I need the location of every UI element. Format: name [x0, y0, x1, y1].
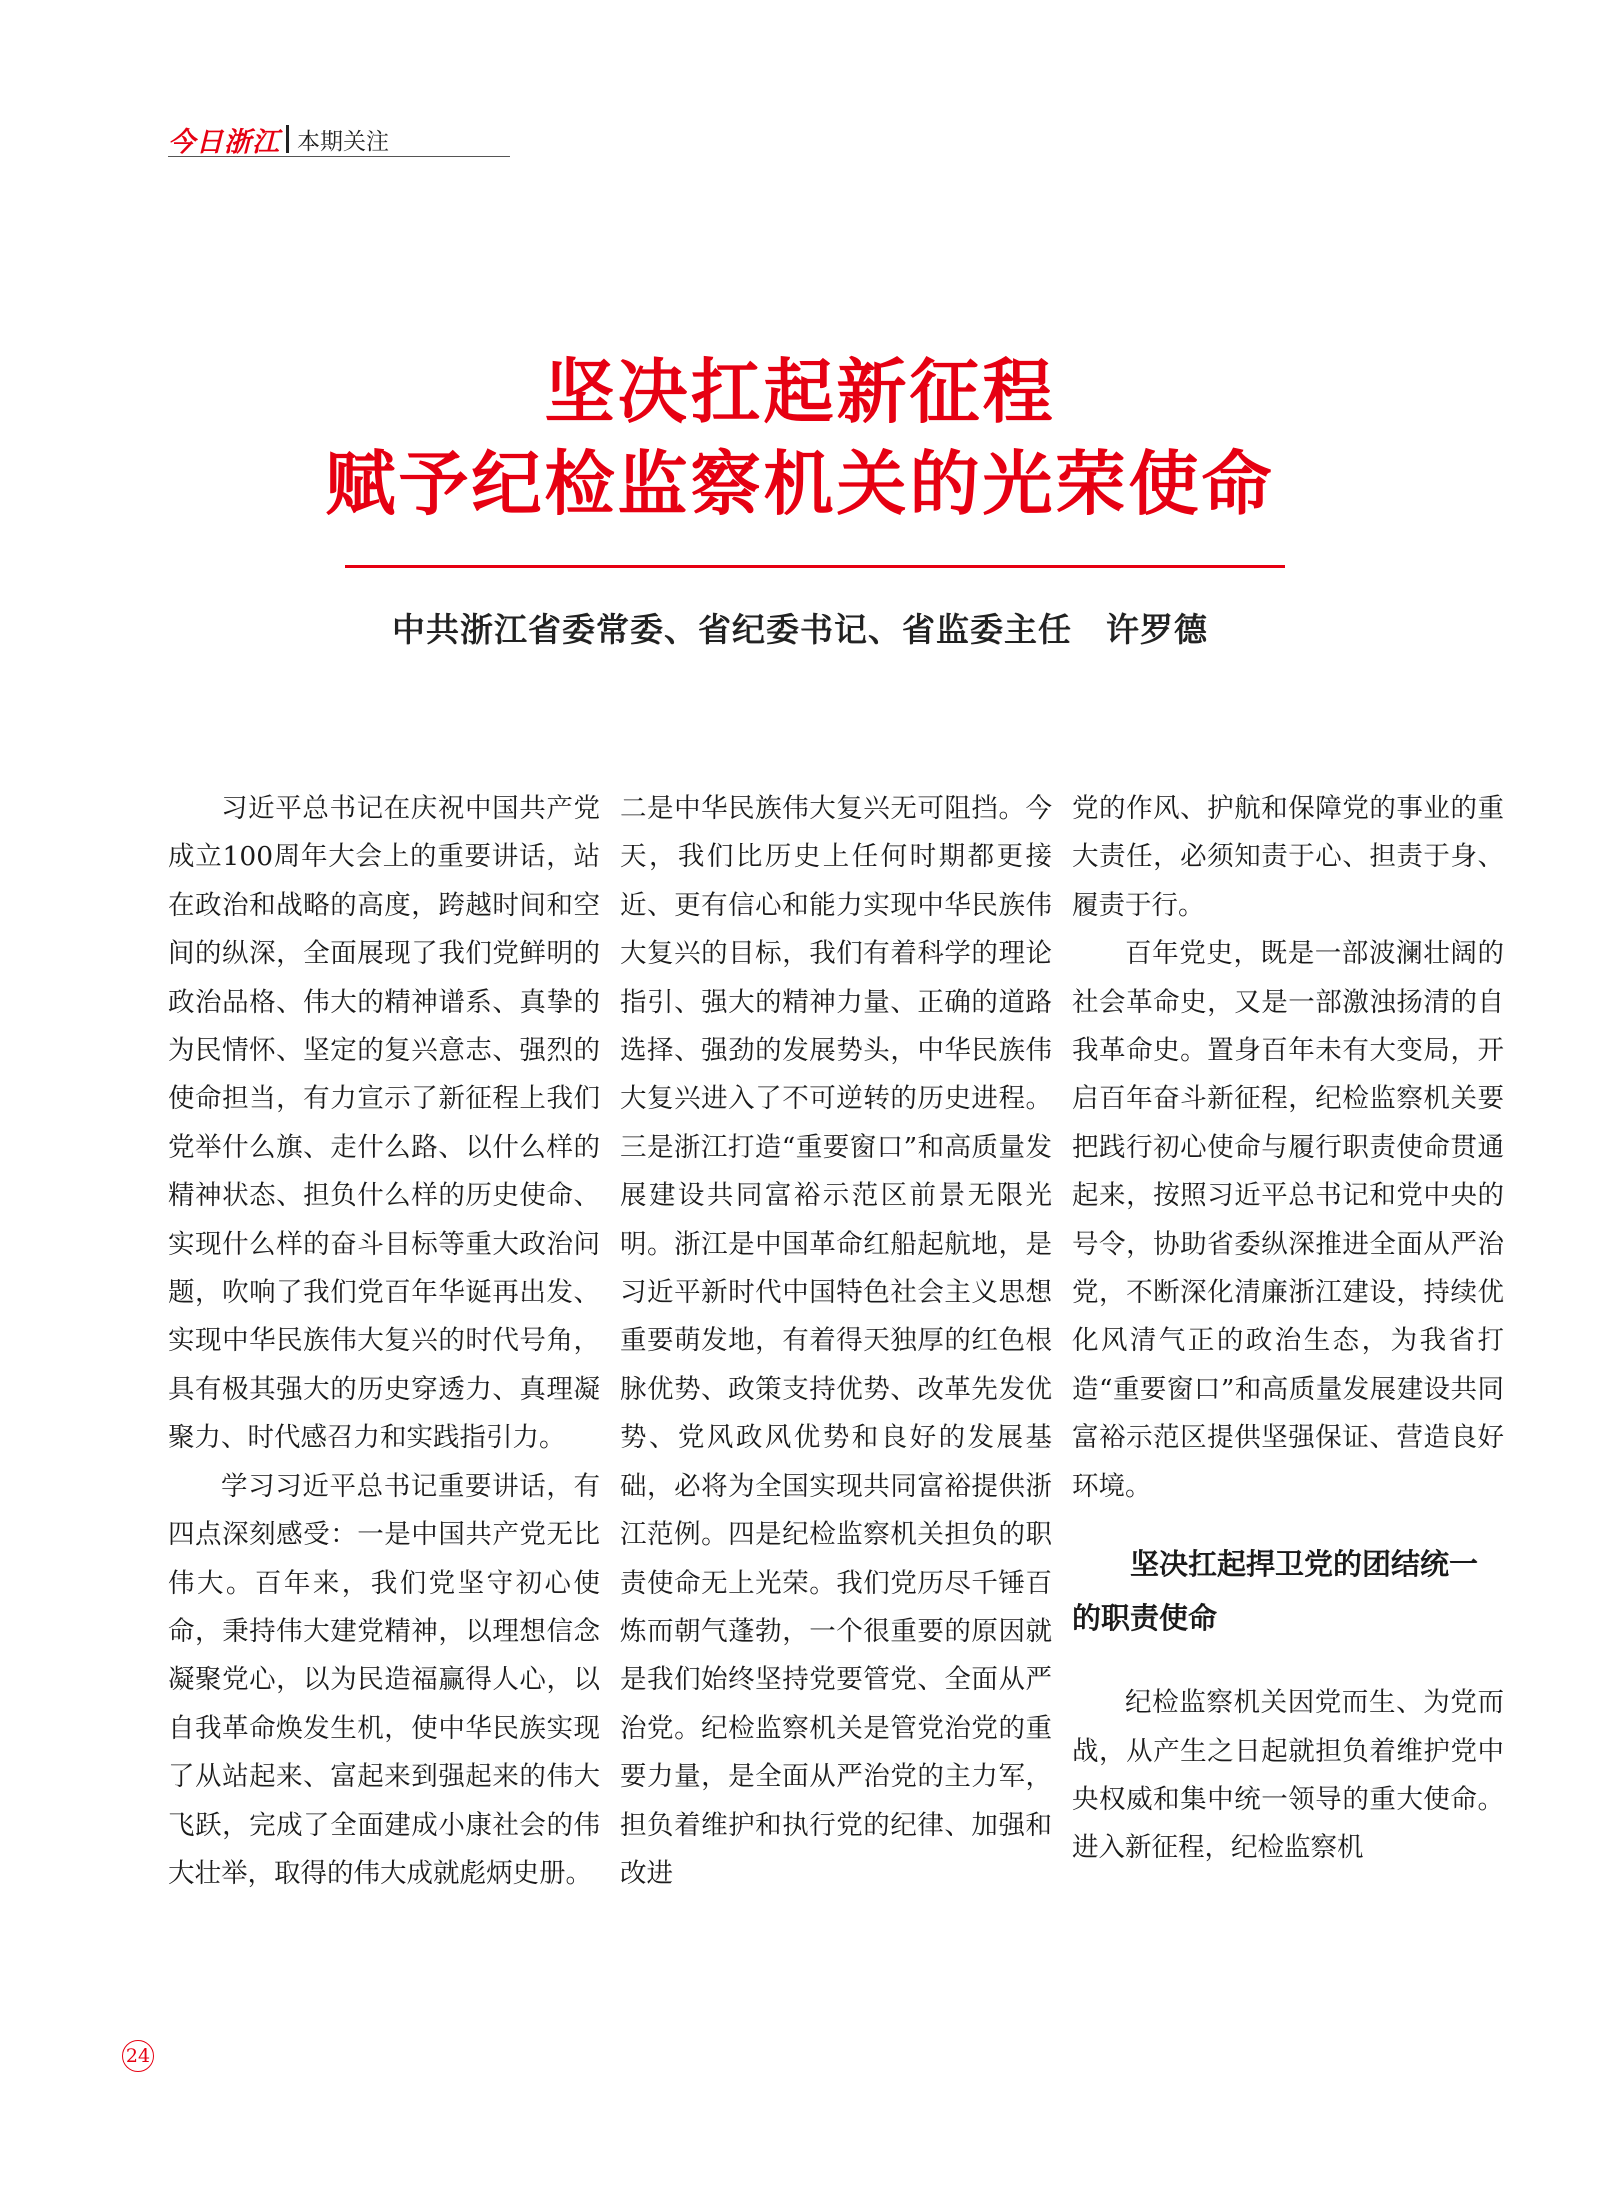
title-line-2: 赋予纪检监察机关的光荣使命: [325, 443, 1275, 525]
paragraph: 党的作风、护航和保障党的事业的重大责任，必须知责于心、担责于身、履责于行。: [1072, 793, 1504, 921]
byline: [0, 604, 1600, 651]
title-rule: [345, 565, 1285, 568]
body-column-3: [1072, 785, 1504, 1873]
running-head: [168, 122, 510, 157]
paragraph: 二是中华民族伟大复兴无可阻挡。今天，我们比历史上任何时期都更接近、更有信心和能力实现中华民族伟大复兴的目标，我们有着科学的理论指引、强大的精神力量、正确的道路选择、强劲的发展势头，中华民族伟大复兴进入了不可逆转的历史进程。三是浙江打造“重要窗口”和高质量发展建设共同富裕示范区前景无限光明。浙江是中国革命红船起航地，是习近平新时代中国特色社会主义思想重要萌发地，有着得天独厚的红色根脉优势、政策支持优势、改革先发优势、党风政风优势和良好的发展基础，必将为全国实现共同富裕提供浙江范例。四是纪检监察机关担负的职责使命无上光荣。我们党历尽千锤百炼而朝气蓬勃，一个很重要的原因就是我们始终坚持党要管党、全面从严治党。纪检监察机关是管党治党的重要力量，是全面从严治党的主力军，担负着维护和执行党的纪律、加强和改进: [620, 793, 1052, 1889]
author-title: 中共浙江省委常委、省纪委书记、省监委主任: [392, 610, 1072, 649]
author-name: 许罗德: [1106, 610, 1208, 649]
body-column-1: [168, 785, 600, 1898]
section-name: 本期关注: [297, 128, 389, 155]
title-line-1: 坚决扛起新征程: [544, 351, 1056, 433]
paragraph: 学习习近平总书记重要讲话，有四点深刻感受：一是中国共产党无比伟大。百年来，我们党坚守初心使命，秉持伟大建党精神，以理想信念凝聚党心，以为民造福赢得人心，以自我革命焕发生机，使中华民族实现了从站起来、富起来到强起来的伟大飞跃，完成了全面建成小康社会的伟大壮举，取得的伟大成就彪炳史册。: [168, 1470, 600, 1889]
paragraph: 习近平总书记在庆祝中国共产党成立100周年大会上的重要讲话，站在政治和战略的高度，跨越时间和空间的纵深，全面展现了我们党鲜明的政治品格、伟大的精神谱系、真挚的为民情怀、坚定的复兴意志、强烈的使命担当，有力宣示了新征程上我们党举什么旗、走什么路、以什么样的精神状态、担负什么样的历史使命、实现什么样的奋斗目标等重大政治问题，吹响了我们党百年华诞再出发、实现中华民族伟大复兴的时代号角，具有极其强大的历史穿透力、真理凝聚力、时代感召力和实践指引力。: [168, 793, 600, 1454]
section-subheading: 坚决扛起捍卫党的团结统一的职责使命: [1072, 1547, 1479, 1636]
paragraph: 百年党史，既是一部波澜壮阔的社会革命史，又是一部激浊扬清的自我革命史。置身百年未有大变局，开启百年奋斗新征程，纪检监察机关要把践行初心使命与履行职责使命贯通起来，按照习近平总书记和党中央的号令，协助省委纵深推进全面从严治党，不断深化清廉浙江建设，持续优化风清气正的政治生态，为我省打造“重要窗口”和高质量发展建设共同富裕示范区提供坚强保证、营造良好环境。: [1072, 938, 1504, 1502]
magazine-logo: 今日浙江: [168, 126, 280, 158]
page-number: 24: [122, 2040, 154, 2072]
paragraph: 纪检监察机关因党而生、为党而战，从产生之日起就担负着维护党中央权威和集中统一领导的重大使命。进入新征程，纪检监察机: [1072, 1687, 1504, 1864]
article-title: [0, 346, 1600, 530]
header-divider: [286, 125, 289, 153]
body-column-2: [620, 785, 1052, 1898]
